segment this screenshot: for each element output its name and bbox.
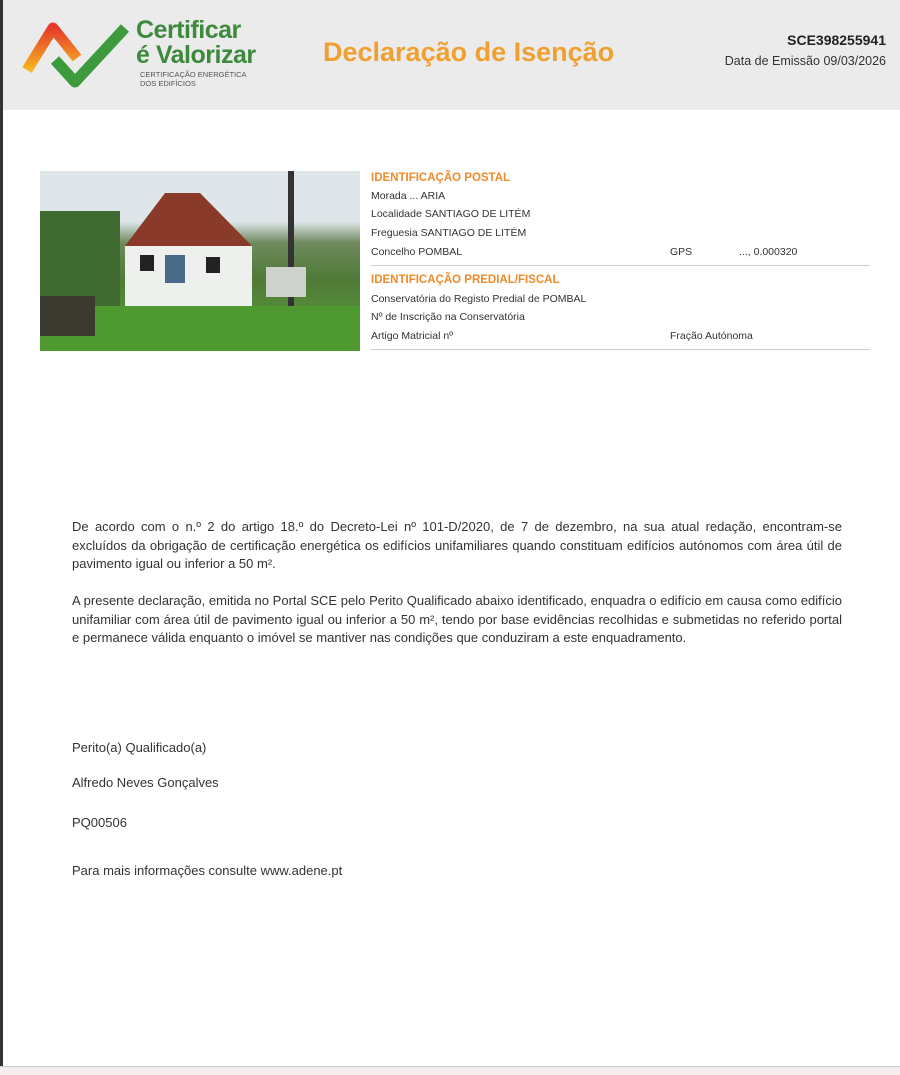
more-info: Para mais informações consulte www.adene.pt bbox=[72, 863, 343, 878]
perito-name: Alfredo Neves Gonçalves bbox=[72, 775, 219, 790]
predial-heading: IDENTIFICAÇÃO PREDIAL/FISCAL bbox=[371, 274, 560, 286]
divider bbox=[371, 349, 870, 350]
identification-panel bbox=[371, 171, 871, 356]
legal-paragraph-2: A presente declaração, emitida no Portal SCE pelo Perito Qualificado abaixo identificado, enquadra o edifício em causa como edifício unifamiliar com área útil de pavimento igual ou inferior a 50 m², tendo por base evidências recolhidas e submetidas no referido portal e permanece válida enquanto o imóvel se mantiver nas condições que conduziram a este enquadramento. bbox=[72, 593, 842, 645]
header bbox=[3, 0, 900, 110]
postal-heading: IDENTIFICAÇÃO POSTAL bbox=[371, 172, 511, 184]
page-edge bbox=[0, 0, 3, 1075]
gps-value: ..., 0.000320 bbox=[739, 246, 798, 258]
gps-label: GPS bbox=[670, 246, 693, 258]
localidade: Localidade SANTIAGO DE LITÉM bbox=[371, 208, 531, 220]
brand-line2: é Valorizar bbox=[136, 41, 256, 69]
brand-line1: Certificar bbox=[136, 16, 241, 44]
certificar-logo-icon bbox=[21, 18, 131, 93]
perito-id: PQ00506 bbox=[72, 815, 127, 830]
document-title: Declaração de Isenção bbox=[323, 37, 615, 67]
issue-date: Data de Emissão 09/03/2026 bbox=[724, 54, 886, 68]
building-photo bbox=[40, 171, 360, 351]
page-bottom-edge bbox=[0, 1066, 900, 1075]
morada: Morada ... ARIA bbox=[371, 190, 446, 202]
brand-subtitle: CERTIFICAÇÃO ENERGÉTICA DOS EDIFÍCIOS bbox=[140, 70, 247, 88]
inscricao: Nº de Inscrição na Conservatória bbox=[371, 311, 525, 323]
perito-label: Perito(a) Qualificado(a) bbox=[72, 740, 207, 755]
conservatoria: Conservatória do Registo Predial de POMBAL bbox=[371, 293, 587, 305]
fracao-autonoma: Fração Autónoma bbox=[670, 330, 753, 342]
freguesia: Freguesia SANTIAGO DE LITÉM bbox=[371, 227, 527, 239]
legal-paragraph-1: De acordo com o n.º 2 do artigo 18.º do Decreto-Lei nº 101-D/2020, de 7 de dezembro, na sua atual redação, encontram-se excluídos da obrigação de certificação energética os edifícios unifamiliares quando constituam edifícios autónomos com área útil de pavimento igual ou inferior a 50 m². bbox=[72, 519, 842, 571]
certificate-id: SCE398255941 bbox=[787, 32, 886, 48]
divider bbox=[371, 265, 870, 266]
concelho: Concelho POMBAL bbox=[371, 246, 463, 258]
artigo-matricial: Artigo Matricial nº bbox=[371, 330, 454, 342]
